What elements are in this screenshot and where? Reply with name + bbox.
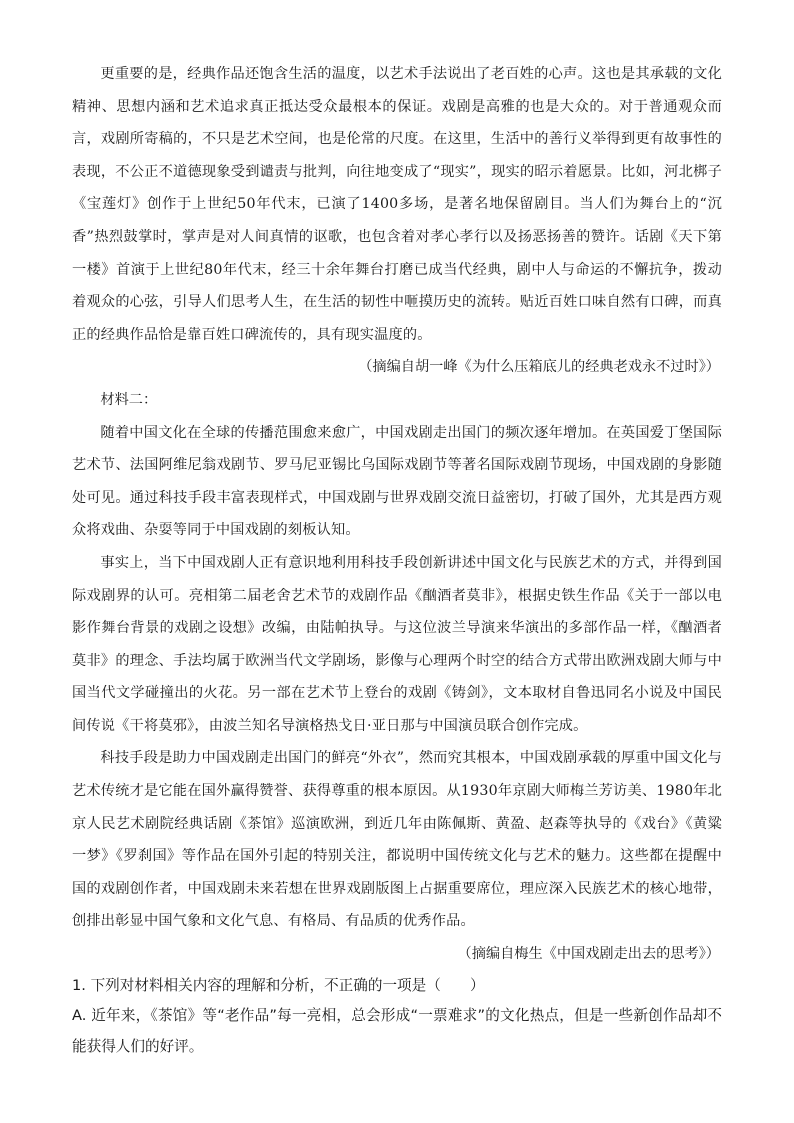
question-stem: 1. 下列对材料相关内容的理解和分析，不正确的一项是（ ） bbox=[72, 976, 485, 994]
material2-paragraph-3: 科技手段是助力中国戏剧走出国门的鲜亮“外衣”，然而究其根本，中国戏剧承载的厚重中国文化与艺术传统才是它能在国外赢得赞誉、获得尊重的根本原因。从1930年京剧大师梅兰芳访美、1980年北京人民艺术剧院经典话剧《茶馆》巡演欧洲，到近几年由陈佩斯、黄盈、赵森等执导的《戏台》《黄粱一梦》《罗刹国》等作品在国外引起的特别关注，都说明中国传统文化与艺术的魅力。这些都在提醒中国的戏剧创作者，中国戏剧未来若想在世界戏剧版图上占据重要席位，理应深入民族艺术的核心地带，创排出彰显中国气象和文化气息、有格局、有品质的优秀作品。 bbox=[72, 750, 722, 930]
material1-source: （摘编自胡一峰《为什么压箱底儿的经典老戏永不过时》） bbox=[358, 359, 720, 376]
option-a: A. 近年来，《茶馆》等“老作品”每一亮相，总会形成“一票难求”的文化热点，但是一些新创作品却不能获得人们的好评。 bbox=[72, 1007, 722, 1055]
material2-paragraph-2: 事实上，当下中国戏剧人正有意识地利用科技手段创新讲述中国文化与民族艺术的方式，并得到国际戏剧界的认可。亮相第二届老舍艺术节的戏剧作品《酗酒者莫非》，根据史铁生作品《关于一部以电影作舞台背景的戏剧之设想》改编，由陆帕执导。与这位波兰导演来华演出的多部作品一样，《酗酒者莫非》的理念、手法均属于欧洲当代文学剧场，影像与心理两个时空的结合方式带出欧洲戏剧大师与中国当代文学碰撞出的火花。另一部在艺术节上登台的戏剧《铸剑》，文本取材自鲁迅同名小说及中国民间传说《干将莫邪》，由波兰知名导演格热戈日·亚日那与中国演员联合创作完成。 bbox=[72, 554, 722, 734]
material2-label: 材料二： bbox=[100, 391, 158, 408]
document-page bbox=[72, 58, 722, 1062]
material2-source: （摘编自梅生《中国戏剧走出去的思考》） bbox=[457, 946, 720, 963]
material1-paragraph: 更重要的是，经典作品还饱含生活的温度，以艺术手法说出了老百姓的心声。这也是其承载的文化精神、思想内涵和艺术追求真正抵达受众最根本的保证。戏剧是高雅的也是大众的。对于普通观众而言，戏剧所寄稿的，不只是艺术空间，也是伦常的尺度。在这里，生活中的善行义举得到更有故事性的表现，不公正不道德现象受到谴责与批判，向往地变成了“现实”，现实的昭示着愿景。比如，河北梆子《宝莲灯》创作于上世纪50年代末，已演了1400多场，是著名地保留剧目。当人们为舞台上的“沉香”热烈鼓掌时，掌声是对人间真情的讴歌，也包含着对孝心孝行以及扬恶扬善的赞许。话剧《天下第一楼》首演于上世纪80年代末，经三十余年舞台打磨已成当代经典，剧中人与命运的不懈抗争，拨动着观众的心弦，引导人们思考人生，在生活的韧性中咂摸历史的流转。贴近百姓口味自然有口碑，而真正的经典作品恰是靠百姓口碑流传的，具有现实温度的。 bbox=[72, 66, 722, 343]
material2-paragraph-1: 随着中国文化在全球的传播范围愈来愈广，中国戏剧走出国门的频次逐年增加。在英国爱丁堡国际艺术节、法国阿维尼翁戏剧节、罗马尼亚锡比乌国际戏剧节等著名国际戏剧节现场，中国戏剧的身影随处可见。通过科技手段丰富表现样式，中国戏剧与世界戏剧交流日益密切，打破了国外，尤其是西方观众将戏曲、杂耍等同于中国戏剧的刻板认知。 bbox=[72, 424, 722, 539]
